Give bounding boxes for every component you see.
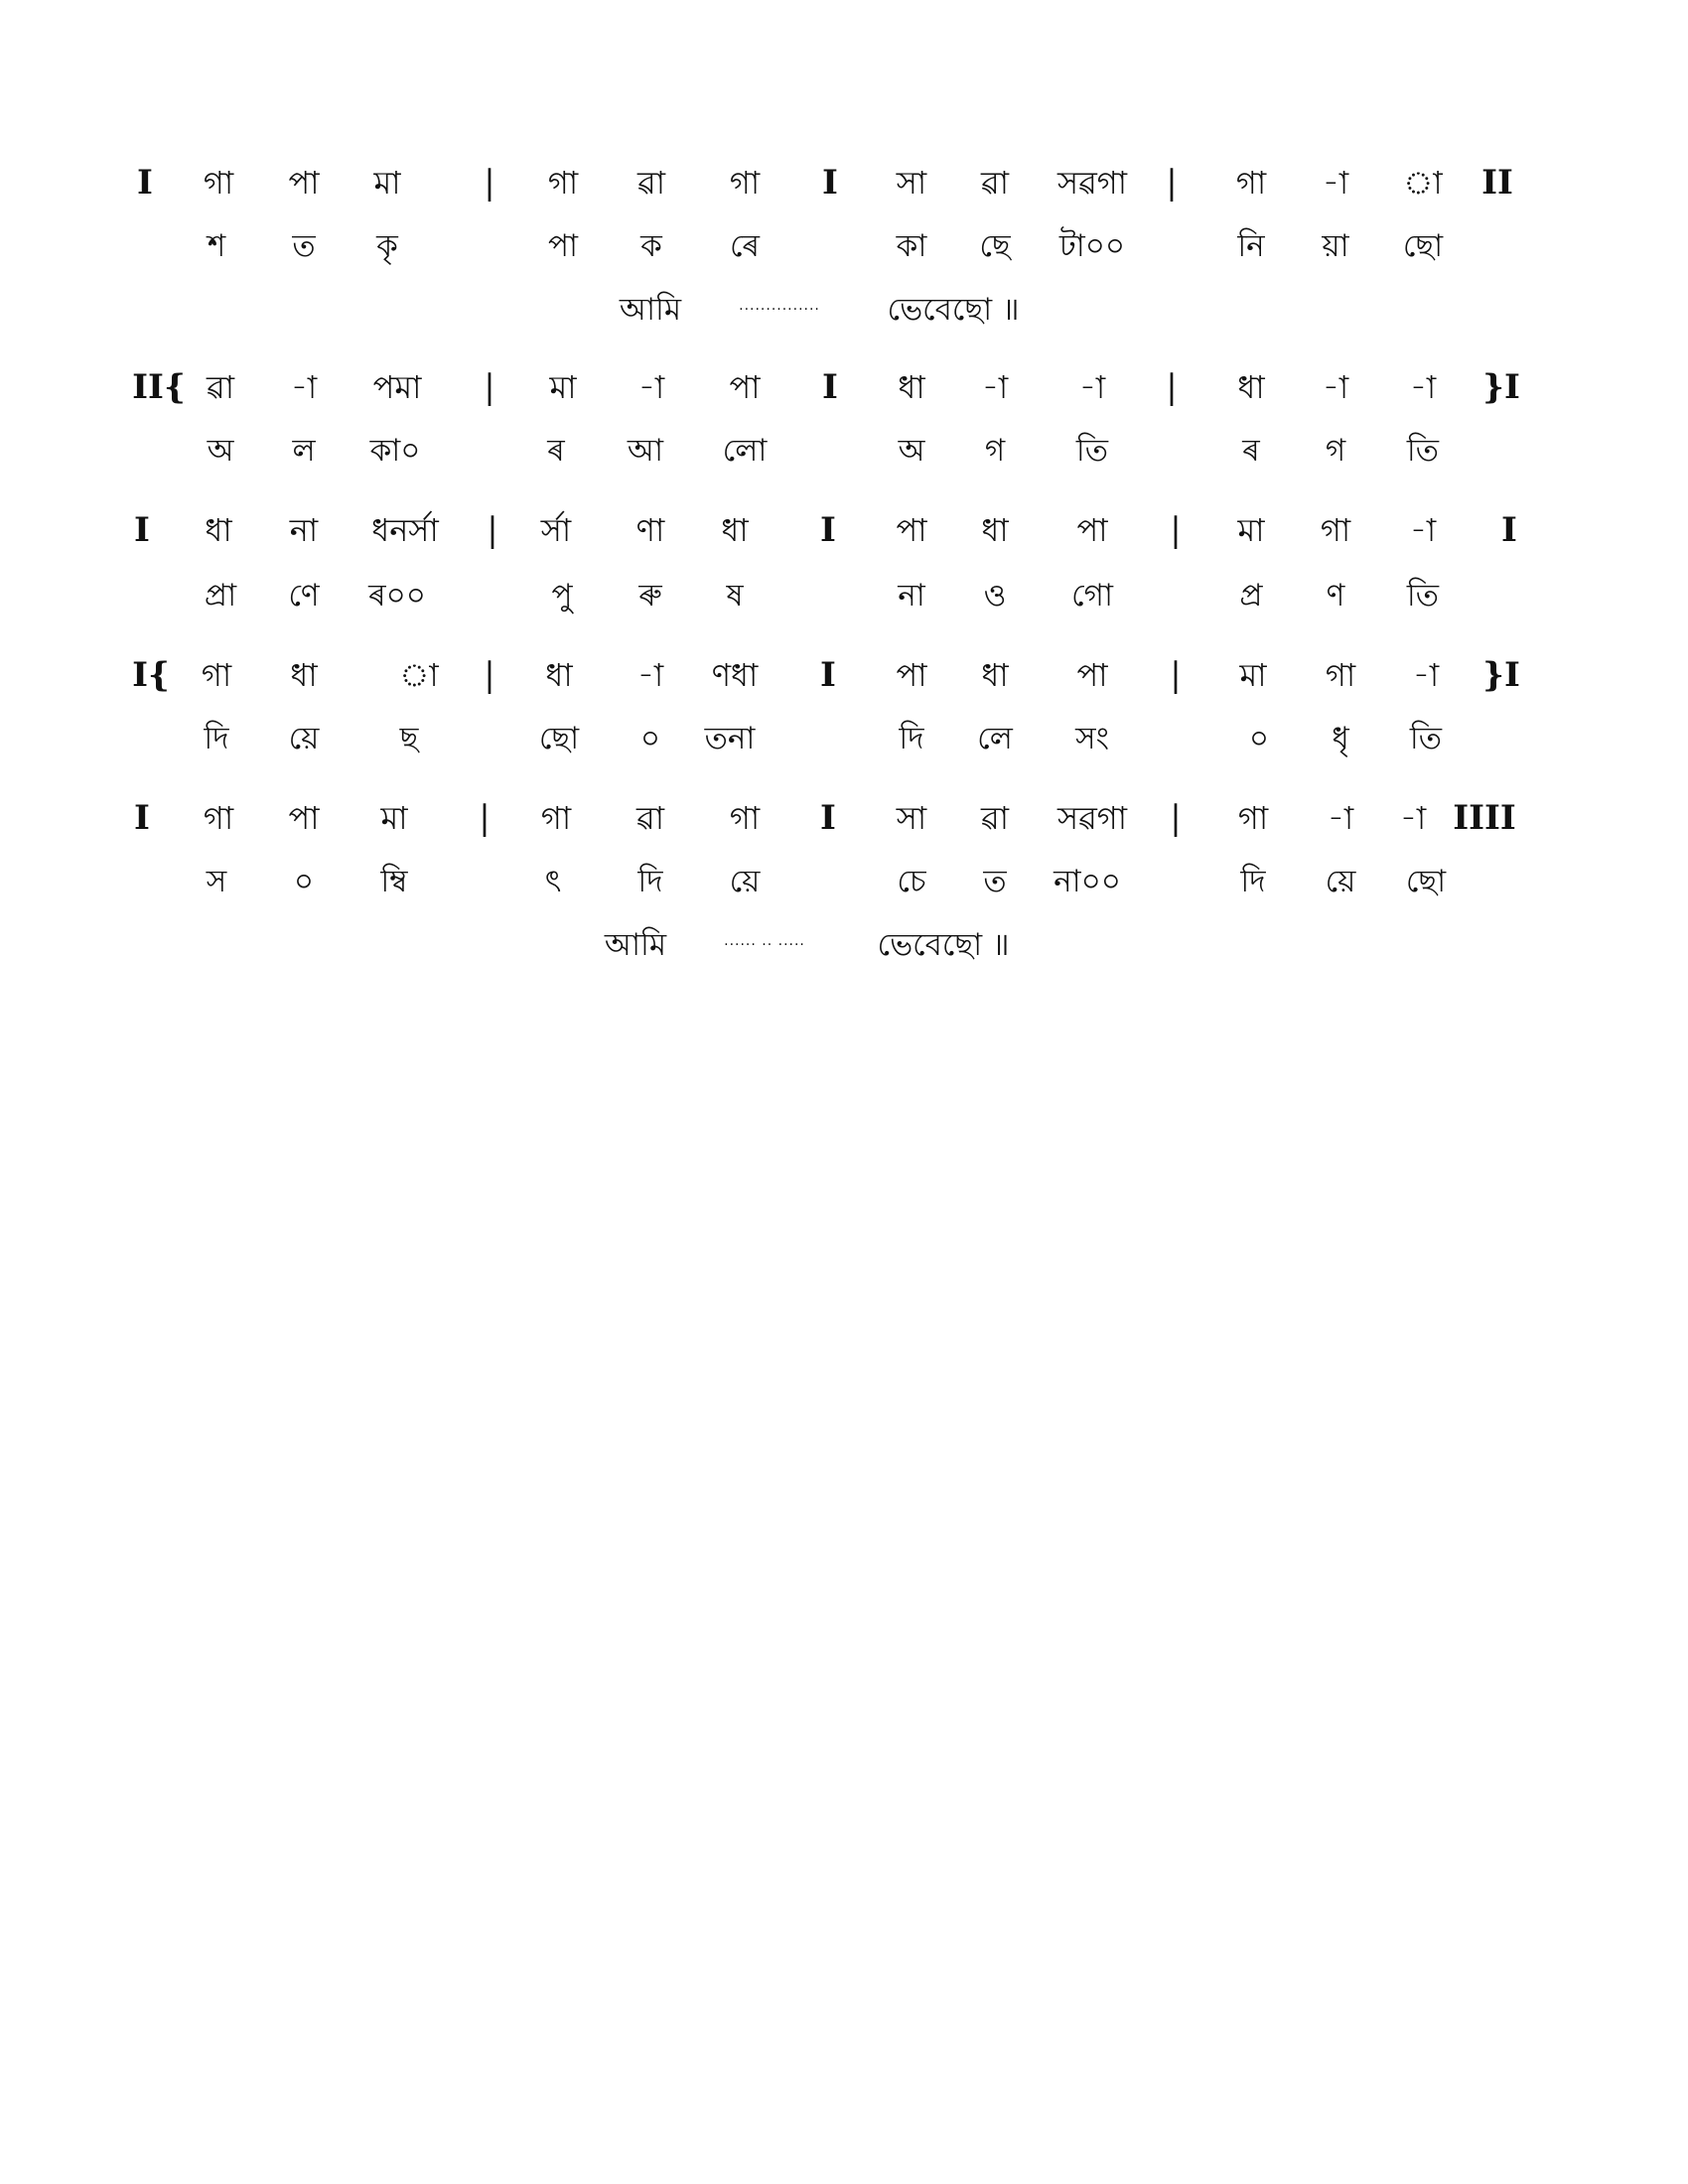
lyric-syllable: ০: [1248, 721, 1270, 756]
bar-line: I: [134, 798, 150, 838]
bar-line: I: [137, 163, 153, 203]
lyric-syllable: লে: [977, 721, 1013, 756]
note: ৱা: [636, 164, 666, 202]
note: -া: [1322, 164, 1349, 202]
lyric-syllable: পু: [551, 578, 573, 614]
bar-line: |: [1170, 798, 1182, 838]
lyric-syllable: আ: [627, 433, 664, 469]
note: -া: [981, 368, 1009, 406]
bar-line: |: [1166, 163, 1178, 203]
bar-line: I{: [132, 655, 170, 695]
lyric-syllable: টা০০: [1058, 228, 1126, 264]
note: সৱগা: [1056, 799, 1128, 837]
note: -া: [1078, 368, 1106, 406]
lyric-syllable: ক: [640, 228, 662, 264]
bar-line: |: [1166, 367, 1178, 407]
lyric-syllable: তি: [1075, 433, 1109, 469]
lyric-syllable: প্ৰা: [204, 578, 237, 614]
refrain-end: ভেবেছো ॥: [877, 927, 1010, 963]
note: মা: [373, 164, 401, 202]
lyric-line: [0, 226, 1688, 266]
lyric-syllable: ৰ০০: [368, 578, 426, 614]
note: পা: [729, 368, 761, 406]
lyric-syllable: ছ: [399, 721, 419, 756]
lyric-syllable: দি: [1240, 864, 1266, 899]
bar-line: |: [487, 510, 498, 550]
note: পা: [288, 164, 320, 202]
lyric-syllable: ত: [983, 864, 1007, 899]
bar-line: |: [479, 798, 491, 838]
note: গা: [1320, 511, 1351, 549]
lyric-syllable: য়ে: [729, 864, 761, 899]
note: ৱা: [980, 799, 1010, 837]
note: গা: [1325, 656, 1356, 694]
bar-line: I: [1501, 510, 1517, 550]
lyric-syllable: ছো: [538, 721, 580, 756]
lyric-syllable: ৰু: [638, 578, 662, 614]
lyric-syllable: ষ: [726, 578, 744, 614]
note: -া: [1327, 799, 1354, 837]
note: গা: [729, 799, 761, 837]
lyric-syllable: ম্বি: [380, 864, 408, 899]
bar-line: I: [134, 510, 150, 550]
refrain-dots: ······ ·· ·····: [724, 937, 805, 953]
note: -া: [1399, 799, 1427, 837]
note: সা: [896, 164, 927, 202]
note: ধা: [545, 656, 573, 694]
lyric-syllable: নি: [1237, 228, 1265, 264]
note: গা: [203, 164, 234, 202]
refrain-word: আমি: [604, 927, 667, 963]
note: গা: [201, 656, 232, 694]
note: ধা: [1237, 368, 1265, 406]
note: ধা: [981, 656, 1009, 694]
note: মা: [1237, 511, 1265, 549]
refrain-end: ভেবেছো ॥: [887, 292, 1020, 328]
lyric-line: [0, 431, 1688, 471]
lyric-syllable: দি: [637, 864, 663, 899]
lyric-syllable: গ: [984, 433, 1006, 469]
lyric-syllable: ল: [292, 433, 316, 469]
note: ণা: [635, 511, 665, 549]
note: ধা: [205, 511, 232, 549]
bar-line: IIII: [1453, 798, 1516, 838]
lyric-syllable: পা: [547, 228, 579, 264]
lyric-syllable: ৰ: [1242, 433, 1260, 469]
bar-line: I: [820, 510, 836, 550]
bar-line: }I: [1482, 367, 1520, 407]
lyric-syllable: য়ে: [1325, 864, 1356, 899]
lyric-syllable: ০: [293, 864, 315, 899]
lyric-syllable: সং: [1075, 721, 1109, 756]
note: -া: [1412, 656, 1440, 694]
refrain-line: [0, 290, 1688, 330]
lyric-line: [0, 862, 1688, 901]
lyric-syllable: চে: [897, 864, 926, 899]
bar-line: I: [820, 655, 836, 695]
note: ৱা: [206, 368, 235, 406]
bar-line: |: [484, 655, 495, 695]
lyric-syllable: য়া: [1322, 228, 1349, 264]
lyric-syllable: তি: [1406, 433, 1440, 469]
note: পা: [288, 799, 320, 837]
lyric-syllable: ৎ: [544, 864, 562, 899]
lyric-syllable: ণ: [1326, 578, 1345, 614]
note: না: [289, 511, 319, 549]
note: গা: [729, 164, 761, 202]
refrain-word: আমি: [619, 292, 682, 328]
note: গা: [1235, 164, 1267, 202]
note: ধা: [721, 511, 749, 549]
note: -া: [637, 368, 665, 406]
lyric-syllable: ছো: [1405, 864, 1447, 899]
note: গা: [1237, 799, 1269, 837]
lyric-line: [0, 576, 1688, 615]
note: র্সা: [540, 511, 572, 549]
note: সৱগা: [1056, 164, 1128, 202]
lyric-syllable: ণে: [288, 578, 320, 614]
note: -া: [1409, 511, 1437, 549]
notation-line: [0, 510, 1688, 550]
note: পা: [1076, 656, 1108, 694]
note: ধা: [898, 368, 925, 406]
notation-line: [0, 655, 1688, 695]
note: -া: [290, 368, 318, 406]
note: মা: [1239, 656, 1267, 694]
lyric-syllable: ৰ: [547, 433, 565, 469]
lyric-syllable: না: [898, 578, 925, 614]
lyric-syllable: কা০: [369, 433, 421, 469]
lyric-syllable: তি: [1409, 721, 1443, 756]
bar-line: |: [484, 367, 495, 407]
refrain-dots: ···············: [739, 302, 820, 318]
note: -া: [1409, 368, 1437, 406]
note: ৱা: [635, 799, 665, 837]
notation-line: [0, 367, 1688, 407]
bar-line: I: [822, 163, 838, 203]
lyric-syllable: তনা: [704, 721, 756, 756]
lyric-syllable: দি: [204, 721, 229, 756]
note: ণধা: [711, 656, 759, 694]
refrain-line: [0, 925, 1688, 965]
note: ধা: [981, 511, 1009, 549]
bar-line: II{: [132, 367, 186, 407]
note: সা: [896, 799, 927, 837]
note: মা: [549, 368, 577, 406]
lyric-syllable: য়ে: [288, 721, 320, 756]
lyric-syllable: তি: [1406, 578, 1440, 614]
notation-line: [0, 163, 1688, 203]
note: ৱা: [980, 164, 1010, 202]
note: া: [1403, 164, 1443, 202]
lyric-syllable: অ: [898, 433, 925, 469]
note: া: [399, 656, 439, 694]
note: -া: [636, 656, 664, 694]
lyric-syllable: ধৃ: [1332, 721, 1349, 756]
lyric-syllable: শ: [207, 228, 226, 264]
bar-line: I: [822, 367, 838, 407]
note: গা: [547, 164, 579, 202]
lyric-syllable: লো: [722, 433, 768, 469]
note: পা: [896, 656, 927, 694]
lyric-syllable: ছে: [979, 228, 1011, 264]
lyric-syllable: স: [206, 864, 227, 899]
lyric-syllable: গো: [1071, 578, 1113, 614]
lyric-syllable: কৃ: [376, 228, 398, 264]
lyric-syllable: প্ৰ: [1239, 578, 1263, 614]
note: গা: [203, 799, 234, 837]
bar-line: |: [1170, 510, 1182, 550]
lyric-syllable: না০০: [1054, 864, 1121, 899]
lyric-syllable: অ: [207, 433, 234, 469]
lyric-syllable: দি: [899, 721, 924, 756]
note: পমা: [372, 368, 422, 406]
lyric-syllable: ও: [983, 578, 1007, 614]
lyric-syllable: গ: [1325, 433, 1346, 469]
bar-line: }I: [1482, 655, 1520, 695]
note: পা: [1076, 511, 1108, 549]
note: -া: [1322, 368, 1349, 406]
note: পা: [896, 511, 927, 549]
note: ধনর্সা: [371, 511, 439, 549]
lyric-line: [0, 719, 1688, 758]
lyric-syllable: ০: [639, 721, 661, 756]
note: ধা: [290, 656, 318, 694]
bar-line: |: [1170, 655, 1182, 695]
bar-line: |: [484, 163, 495, 203]
lyric-syllable: কা: [896, 228, 927, 264]
lyric-syllable: ছো: [1402, 228, 1444, 264]
bar-line: I: [820, 798, 836, 838]
note: গা: [540, 799, 572, 837]
lyric-syllable: ৰে: [729, 228, 761, 264]
lyric-syllable: ত: [292, 228, 316, 264]
bar-line: II: [1481, 163, 1513, 203]
note: মা: [380, 799, 408, 837]
notation-line: [0, 798, 1688, 838]
